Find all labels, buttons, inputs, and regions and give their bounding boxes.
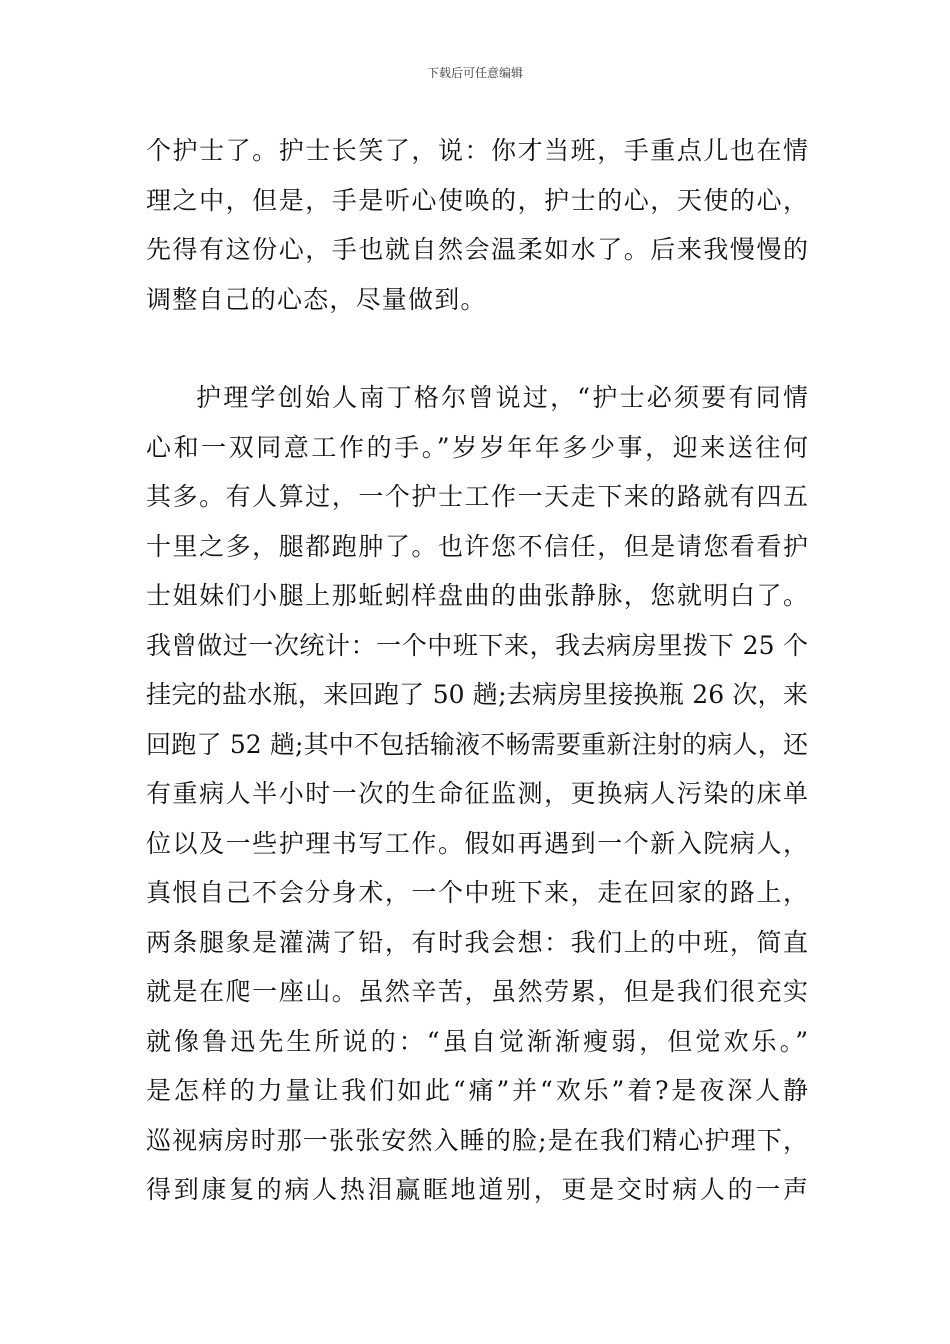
text-line: 巡视病房时那一张张安然入睡的脸;是在我们精心护理下， [146, 1125, 808, 1155]
paragraph-2 [146, 373, 808, 1215]
text-line: 回跑了 52 趟;其中不包括输液不畅需要重新注射的病人，还 [146, 729, 808, 759]
text-line: 十里之多，腿都跑肿了。也许您不信任，但是请您看看护 [146, 531, 808, 561]
text-line: 我曾做过一次统计：一个中班下来，我去病房里拨下 25 个 [146, 630, 808, 660]
text-line: 位以及一些护理书写工作。假如再遇到一个新入院病人， [146, 828, 808, 858]
text-line: 挂完的盐水瓶，来回跑了 50 趟;去病房里接换瓶 26 次，来 [146, 680, 808, 709]
text-line: 调整自己的心态，尽量做到。 [146, 284, 487, 314]
text-line: 士姐妹们小腿上那蚯蚓样盘曲的曲张静脉，您就明白了。 [146, 581, 808, 610]
text-line: 有重病人半小时一次的生命征监测，更换病人污染的床单 [146, 779, 808, 808]
text-line: 就是在爬一座山。虽然辛苦，虽然劳累，但是我们很充实 [146, 977, 808, 1006]
text-line: 护理学创始人南丁格尔曾说过，“护士必须要有同情 [196, 383, 808, 412]
page-header: 下载后可任意编辑 [426, 66, 523, 80]
text-line: 心和一双同意工作的手。”岁岁年年多少事，迎来送往何 [146, 432, 808, 462]
text-line: 是怎样的力量让我们如此“痛”并“欢乐”着?是夜深人静 [146, 1076, 808, 1105]
text-line: 就像鲁迅先生所说的：“虽自觉渐渐瘦弱，但觉欢乐。” [146, 1026, 808, 1056]
text-line: 先得有这份心，手也就自然会温柔如水了。后来我慢慢的 [146, 235, 808, 264]
text-line: 其多。有人算过，一个护士工作一天走下来的路就有四五 [146, 482, 808, 511]
text-line: 个护士了。护士长笑了，说：你才当班，手重点儿也在情 [146, 136, 808, 165]
paragraph-1 [146, 126, 808, 324]
text-line: 两条腿象是灌满了铅，有时我会想：我们上的中班，简直 [146, 927, 808, 957]
text-line: 理之中，但是，手是听心使唤的，护士的心，天使的心， [146, 185, 808, 215]
text-line: 真恨自己不会分身术，一个中班下来，走在回家的路上， [146, 878, 808, 907]
text-line: 得到康复的病人热泪赢眶地道别，更是交时病人的一声 [146, 1175, 808, 1204]
